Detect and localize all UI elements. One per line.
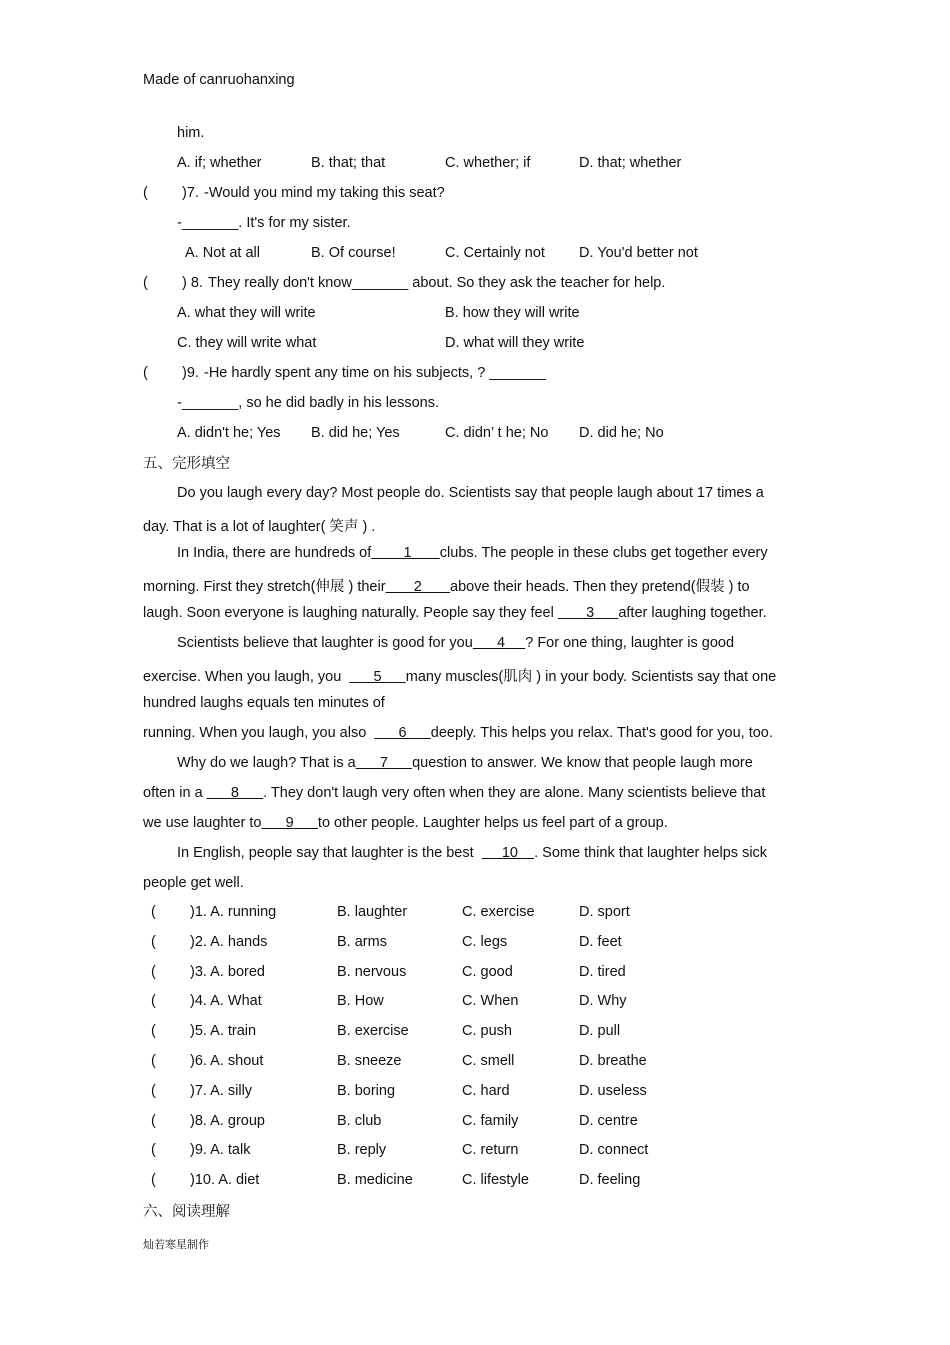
cloze-q9-bracket: ( bbox=[151, 1142, 156, 1159]
text: we use laughter to bbox=[143, 815, 262, 831]
cloze-q10-c: C. lifestyle bbox=[462, 1172, 529, 1189]
cloze-q2-d: D. feet bbox=[579, 933, 622, 950]
cloze-q8-c: C. family bbox=[462, 1112, 519, 1129]
blank-number: 2 bbox=[413, 579, 422, 595]
passage-p3-line2 bbox=[143, 665, 776, 686]
cloze-q5-c: C. push bbox=[462, 1023, 512, 1040]
passage-p4-line1 bbox=[177, 755, 753, 771]
cloze-q5-bracket: ( bbox=[151, 1023, 156, 1040]
q7-option-c: C. Certainly not bbox=[445, 245, 545, 261]
cloze-q8-d: D. centre bbox=[579, 1112, 638, 1129]
text: morning. First they stretch(伸展 ) their bbox=[143, 579, 386, 595]
cloze-q9-b: B. reply bbox=[337, 1142, 387, 1159]
q9-number: )9. bbox=[182, 365, 199, 381]
cloze-q4-num: )4. A. What bbox=[190, 993, 262, 1010]
cloze-q2-b: B. arms bbox=[337, 933, 387, 950]
blank-number: 4 bbox=[497, 635, 506, 651]
q8-option-d: D. what will they write bbox=[445, 335, 585, 351]
cloze-q3-num: )3. A. bored bbox=[190, 963, 265, 980]
cloze-q10-bracket: ( bbox=[151, 1172, 156, 1189]
cloze-q4-c: C. When bbox=[462, 993, 519, 1010]
page-footer: 灿若寒星制作 bbox=[143, 1239, 209, 1251]
q9-stem: -He hardly spent any time on his subjects, ? _______ bbox=[204, 365, 546, 381]
cloze-q8-b: B. club bbox=[337, 1112, 382, 1129]
cloze-q4-b: B. How bbox=[337, 993, 384, 1010]
text: ? For one thing, laughter is good bbox=[525, 635, 735, 651]
q8-option-c: C. they will write what bbox=[177, 335, 317, 351]
cloze-q6-d: D. breathe bbox=[579, 1053, 647, 1069]
passage-p3-line4 bbox=[143, 725, 773, 741]
q7-option-d: D. You'd better not bbox=[579, 245, 698, 261]
q8-option-b: B. how they will write bbox=[445, 305, 580, 321]
text: running. When you laugh, you also bbox=[143, 725, 367, 741]
cloze-q1-d: D. sport bbox=[579, 904, 630, 920]
blank-number: 6 bbox=[398, 725, 407, 741]
passage-p3-line1 bbox=[177, 635, 734, 651]
cloze-q2-c: C. legs bbox=[462, 933, 508, 950]
cloze-q3-c: C. good bbox=[462, 963, 513, 980]
cloze-q7-bracket: ( bbox=[151, 1082, 156, 1099]
q6-option-b: B. that; that bbox=[311, 155, 386, 171]
passage-p5-line2: people get well. bbox=[143, 875, 244, 891]
passage-p5-line1 bbox=[177, 845, 767, 861]
q6-stem-tail: him. bbox=[177, 125, 205, 141]
text: exercise. When you laugh, you bbox=[143, 669, 342, 685]
cloze-q1-b: B. laughter bbox=[337, 904, 408, 920]
cloze-q6-num: )6. A. shout bbox=[190, 1053, 264, 1069]
cloze-q1-c: C. exercise bbox=[462, 904, 535, 920]
blank-8 bbox=[207, 785, 263, 801]
blank-number: 10 bbox=[501, 845, 518, 861]
cloze-q8-bracket: ( bbox=[151, 1112, 156, 1129]
passage-p1-line2: day. That is a lot of laughter( 笑声 ) . bbox=[143, 519, 376, 535]
q8-bracket: ( bbox=[143, 275, 148, 291]
cloze-q8-num: )8. A. group bbox=[190, 1112, 265, 1129]
blank-9 bbox=[262, 815, 318, 831]
q9-option-d: D. did he; No bbox=[579, 425, 664, 441]
blank-3 bbox=[558, 605, 618, 621]
blank-number: 1 bbox=[403, 545, 412, 561]
passage-p4-line2 bbox=[143, 785, 765, 801]
cloze-q10-b: B. medicine bbox=[337, 1172, 413, 1189]
cloze-q3-b: B. nervous bbox=[337, 963, 407, 980]
q9-option-c: C. didn’ t he; No bbox=[445, 425, 549, 441]
text: Scientists believe that laughter is good for you bbox=[177, 635, 473, 651]
passage-p4-line3 bbox=[143, 815, 668, 831]
cloze-q5-b: B. exercise bbox=[337, 1023, 409, 1040]
q9-option-b: B. did he; Yes bbox=[311, 425, 400, 441]
cloze-q2-bracket: ( bbox=[151, 933, 156, 950]
text: often in a bbox=[143, 785, 203, 801]
passage-p3-line3: hundred laughs equals ten minutes of bbox=[143, 695, 385, 711]
q7-bracket: ( bbox=[143, 185, 148, 201]
text: laugh. Soon everyone is laughing naturally. People say they feel bbox=[143, 605, 554, 621]
cloze-q5-d: D. pull bbox=[579, 1023, 621, 1040]
blank-1 bbox=[371, 545, 440, 561]
blank-5 bbox=[349, 669, 405, 685]
cloze-q7-num: )7. A. silly bbox=[190, 1082, 253, 1099]
cloze-q7-c: C. hard bbox=[462, 1082, 510, 1099]
text: many muscles(肌肉 ) in your body. Scientists say that one bbox=[405, 669, 777, 685]
blank-number: 3 bbox=[586, 605, 595, 621]
section-title-reading: 六、阅读理解 bbox=[143, 1204, 230, 1220]
text: deeply. This helps you relax. That's good for you, too. bbox=[430, 725, 773, 741]
text: to other people. Laughter helps us feel part of a group. bbox=[317, 815, 668, 831]
cloze-q10-d: D. feeling bbox=[579, 1172, 641, 1189]
page-header: Made of canruohanxing bbox=[143, 72, 295, 88]
cloze-q6-bracket: ( bbox=[151, 1053, 156, 1069]
cloze-q10-num: )10. A. diet bbox=[190, 1172, 260, 1189]
text: Why do we laugh? That is a bbox=[177, 755, 356, 771]
text: question to answer. We know that people laugh more bbox=[412, 755, 753, 771]
cloze-q7-b: B. boring bbox=[337, 1082, 396, 1099]
cloze-q2-num: )2. A. hands bbox=[190, 933, 268, 950]
section-title-cloze: 五、完形填空 bbox=[143, 456, 230, 472]
blank-4 bbox=[473, 635, 525, 651]
q7-option-b: B. Of course! bbox=[311, 245, 396, 261]
text: In India, there are hundreds of bbox=[177, 545, 372, 561]
q6-option-a: A. if; whether bbox=[177, 155, 262, 171]
cloze-q4-d: D. Why bbox=[579, 993, 627, 1010]
q8-stem: They really don't know_______ about. So they ask the teacher for help. bbox=[208, 275, 666, 291]
text: In English, people say that laughter is the best bbox=[177, 845, 474, 861]
passage-p1-line1: Do you laugh every day? Most people do. Scientists say that people laugh about 17 times a bbox=[177, 485, 764, 501]
q7-stem: -Would you mind my taking this seat? bbox=[204, 185, 445, 201]
q7-reply: -_______. It's for my sister. bbox=[177, 215, 351, 231]
text: above their heads. Then they pretend(假装 ) to bbox=[450, 579, 750, 595]
cloze-q3-d: D. tired bbox=[579, 963, 626, 980]
q7-number: )7. bbox=[182, 185, 199, 201]
passage-p2-line1 bbox=[177, 545, 768, 561]
q7-option-a: A. Not at all bbox=[185, 245, 260, 261]
cloze-q7-d: D. useless bbox=[579, 1082, 647, 1099]
text: . Some think that laughter helps sick bbox=[534, 845, 768, 861]
cloze-q4-bracket: ( bbox=[151, 993, 156, 1010]
cloze-q9-num: )9. A. talk bbox=[190, 1142, 251, 1159]
blank-10 bbox=[482, 845, 534, 861]
q6-option-d: D. that; whether bbox=[579, 155, 682, 171]
text: after laughing together. bbox=[618, 605, 767, 621]
text: . They don't laugh very often when they are alone. Many scientists believe that bbox=[263, 785, 766, 801]
cloze-q3-bracket: ( bbox=[151, 963, 156, 980]
cloze-q9-d: D. connect bbox=[579, 1142, 649, 1159]
blank-number: 5 bbox=[373, 669, 382, 685]
blank-6 bbox=[374, 725, 430, 741]
blank-2 bbox=[386, 579, 450, 595]
cloze-q6-b: B. sneeze bbox=[337, 1053, 402, 1069]
q8-number: ) 8. bbox=[182, 275, 203, 291]
blank-number: 8 bbox=[230, 785, 239, 801]
cloze-q6-c: C. smell bbox=[462, 1053, 515, 1069]
q9-reply: -_______, so he did badly in his lessons. bbox=[177, 395, 439, 411]
blank-7 bbox=[356, 755, 412, 771]
q9-bracket: ( bbox=[143, 365, 148, 381]
cloze-q1-num: )1. A. running bbox=[190, 904, 277, 920]
cloze-q9-c: C. return bbox=[462, 1142, 519, 1159]
passage-p2-line2 bbox=[143, 575, 750, 596]
q6-option-c: C. whether; if bbox=[445, 155, 531, 171]
q9-option-a: A. didn't he; Yes bbox=[177, 425, 281, 441]
cloze-q5-num: )5. A. train bbox=[190, 1023, 257, 1040]
passage-p2-line3 bbox=[143, 605, 767, 621]
blank-number: 9 bbox=[285, 815, 294, 831]
cloze-q1-bracket: ( bbox=[151, 904, 156, 920]
q8-option-a: A. what they will write bbox=[177, 305, 316, 321]
blank-number: 7 bbox=[379, 755, 388, 771]
text: clubs. The people in these clubs get together every bbox=[439, 545, 768, 561]
